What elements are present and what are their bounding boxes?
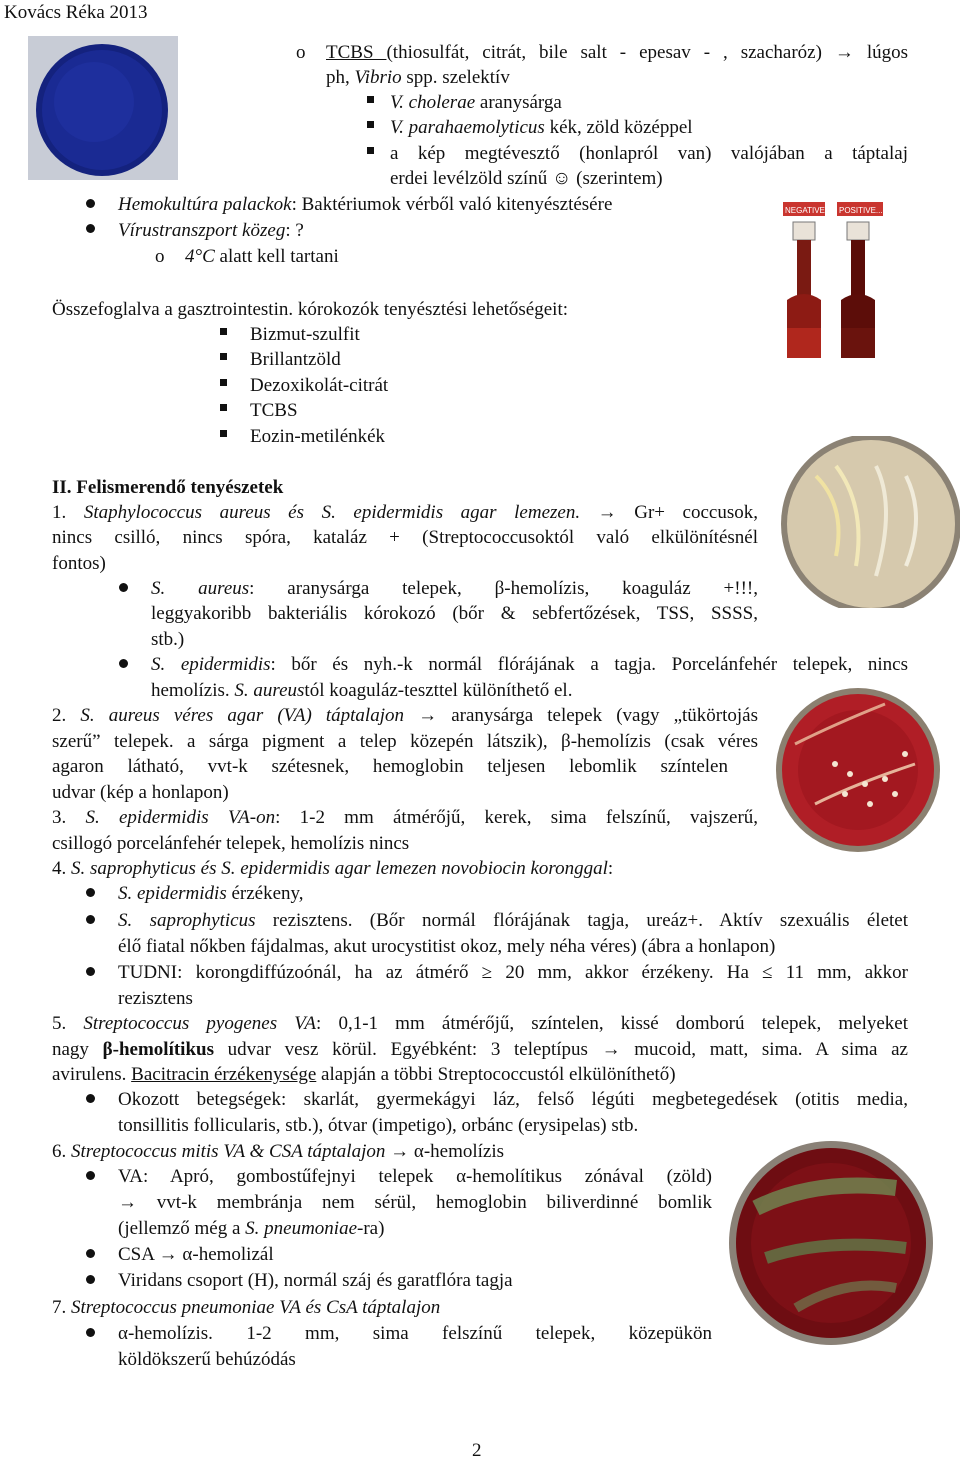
p6-line-1: 6. Streptococcus mitis VA & CSA táptalajon → α-hemolízis (52, 1141, 505, 1162)
p6-bullet-1-line-1: VA: Apró, gombostűfejnyi telepek α-hemolítikus zónával (zöld) (118, 1166, 712, 1187)
p5-line-1: 5. Streptococcus pyogenes VA: 0,1-1 mm átmérőjű, színtelen, kissé domború telepek, melyeket (52, 1013, 908, 1034)
blood-culture-bottles-photo (777, 188, 889, 370)
page-number: 2 (472, 1440, 482, 1461)
p4-bullet-2-line-2: élő fiatal nőkben fájdalmas, akut urocystitist okoz, mely néha véres) (ábra a honlapon) (118, 936, 776, 957)
media-item: TCBS (250, 400, 298, 421)
p4-bullet-3-line-1: TUDNI: korongdiffúzoónál, ha az átmérő ≥ 20 mm, akkor érzékeny. Ha ≤ 11 mm, akkor (118, 962, 908, 983)
red-plate-image (775, 684, 941, 856)
p6-bullet-1-line-2: → vvt-k membránja nem sérül, hemoglobin biliverdinné bomlik (118, 1192, 712, 1213)
p5-bullet-line-1: Okozott betegségek: skarlát, gyermekágyi láz, felső légúti megbetegedések (otitis media, (118, 1089, 908, 1110)
section-2-heading: II. Felismerendő tenyészetek (52, 477, 284, 498)
media-item: Bizmut-szulfit (250, 324, 360, 345)
p7-line-1: 7. Streptococcus pneumoniae VA és CsA táptalajon (52, 1297, 441, 1318)
bottles-image (777, 188, 889, 370)
green-red-plate-image (726, 1138, 936, 1348)
streptococcus-plate-photo (726, 1138, 936, 1348)
vcholerae-item: V. cholerae aranysárga (390, 92, 562, 113)
p1-line-3: fontos) (52, 553, 106, 574)
p1-line-2: nincs csilló, nincs spóra, kataláz + (Streptococcusoktól való elkülönítésnél (52, 527, 758, 548)
p2-line-2: szerű” telepek. a sárga pigment a telep közepén látszik), β-hemolízis (csak véres (52, 731, 758, 752)
media-item: Brillantzöld (250, 349, 341, 370)
image-note-line-1: a kép megtévesztő (honlapról van) valójában a táptalaj (390, 143, 908, 164)
media-item: Eozin-metilénkék (250, 426, 386, 447)
positive-label: POSITIVE... (839, 206, 883, 215)
p4-bullet-3-line-2: rezisztens (118, 988, 193, 1009)
summary-line: Összefoglalva a gasztrointestin. kórokozók tenyésztési lehetőségeit: (52, 299, 569, 320)
p7-bullet-line-1: α-hemolízis. 1-2 mm, sima felszínű telepek, közepükön (118, 1323, 712, 1344)
p5-bullet-line-2: tonsillitis follicularis, stb.), ótvar (impetigo), orbánc (erysipelas) stb. (118, 1115, 639, 1136)
hemokultura-item: Hemokultúra palackok: Baktériumok vérből való kitenyésztésére (118, 194, 613, 215)
p4-line-1: 4. S. saprophyticus és S. epidermidis agar lemezen novobiocin koronggal: (52, 858, 614, 879)
p3-line-1: 3. S. epidermidis VA-on: 1-2 mm átmérőjű, kerek, sima felszínű, vajszerű, (52, 807, 759, 828)
sepidermidis-line-1: S. epidermidis: bőr és nyh.-k normál flórájának a tagja. Porcelánfehér telepek, nincs (151, 654, 908, 675)
virustranszport-item: Vírustranszport közeg: ? (118, 220, 304, 241)
p4-bullet-1: S. epidermidis érzékeny, (118, 883, 304, 904)
tcbs-line-1: TCBS (thiosulfát, citrát, bile salt - epesav - , szacharóz) → lúgos (326, 42, 908, 63)
p6-bullet-3: Viridans csoport (H), normál száj és garatflóra tagja (118, 1270, 513, 1291)
saureus-line-3: stb.) (151, 629, 185, 650)
p2-line-3: agaron látható, vvt-k szétesnek, hemoglobin teljesen lebomlik színtelen (52, 756, 728, 777)
media-item: Dezoxikolát-citrát (250, 375, 389, 396)
vparahaemolyticus-item: V. parahaemolyticus kék, zöld középpel (390, 117, 693, 138)
p1-line-1: 1. Staphylococcus aureus és S. epidermidis agar lemezen. → Gr+ coccusok, (52, 502, 758, 523)
staphylococcus-plate-photo (776, 436, 960, 608)
p5-line-3: avirulens. Bacitracin érzékenysége alapján a többi Streptococcustól elkülöníthető) (52, 1064, 676, 1085)
beige-plate-image (776, 436, 960, 608)
saureus-line-2: leggyakoribb bakteriális kórokozó (bőr & sebfertőzések, TSS, SSSS, (151, 603, 758, 624)
blood-agar-plate-photo (775, 684, 941, 856)
p7-bullet-line-2: köldökszerű behúzódás (118, 1349, 296, 1370)
p3-line-2: csillogó porcelánfehér telepek, hemolízis nincs (52, 833, 410, 854)
p4-bullet-2-line-1: S. saprophyticus rezisztens. (Bőr normál flórájának tagja, ureáz+. Aktív szexuális életet (118, 910, 908, 931)
negative-label: NEGATIVE... (785, 206, 832, 215)
sepidermidis-line-2: hemolízis. S. aureustól koaguláz-teszttel különíthető el. (151, 680, 573, 701)
p6-bullet-1-line-3: (jellemző még a S. pneumoniae-ra) (118, 1218, 385, 1239)
image-note-line-2: erdei levélzöld színű ☺ (szerintem) (390, 168, 663, 189)
saureus-line-1: S. aureus: aranysárga telepek, β-hemolízis, koaguláz +!!!, (151, 578, 758, 599)
blue-plate-image (28, 36, 178, 180)
tcbs-line-2: ph, Vibrio spp. szelektív (326, 67, 510, 88)
virustranszport-temp: 4°C alatt kell tartani (185, 246, 339, 267)
p2-line-1: 2. S. aureus véres agar (VA) táptalajon → aranysárga telepek (vagy „tükörtojás (52, 705, 758, 726)
blue-agar-plate-photo (28, 36, 178, 180)
p6-bullet-2: CSA → α-hemolizál (118, 1244, 274, 1265)
p5-line-2: nagy β-hemolítikus udvar vesz körül. Egyébként: 3 teleptípus → mucoid, matt, sima. A sima az (52, 1039, 908, 1060)
page-header: Kovács Réka 2013 (4, 2, 148, 23)
p2-line-4: udvar (kép a honlapon) (52, 782, 229, 803)
